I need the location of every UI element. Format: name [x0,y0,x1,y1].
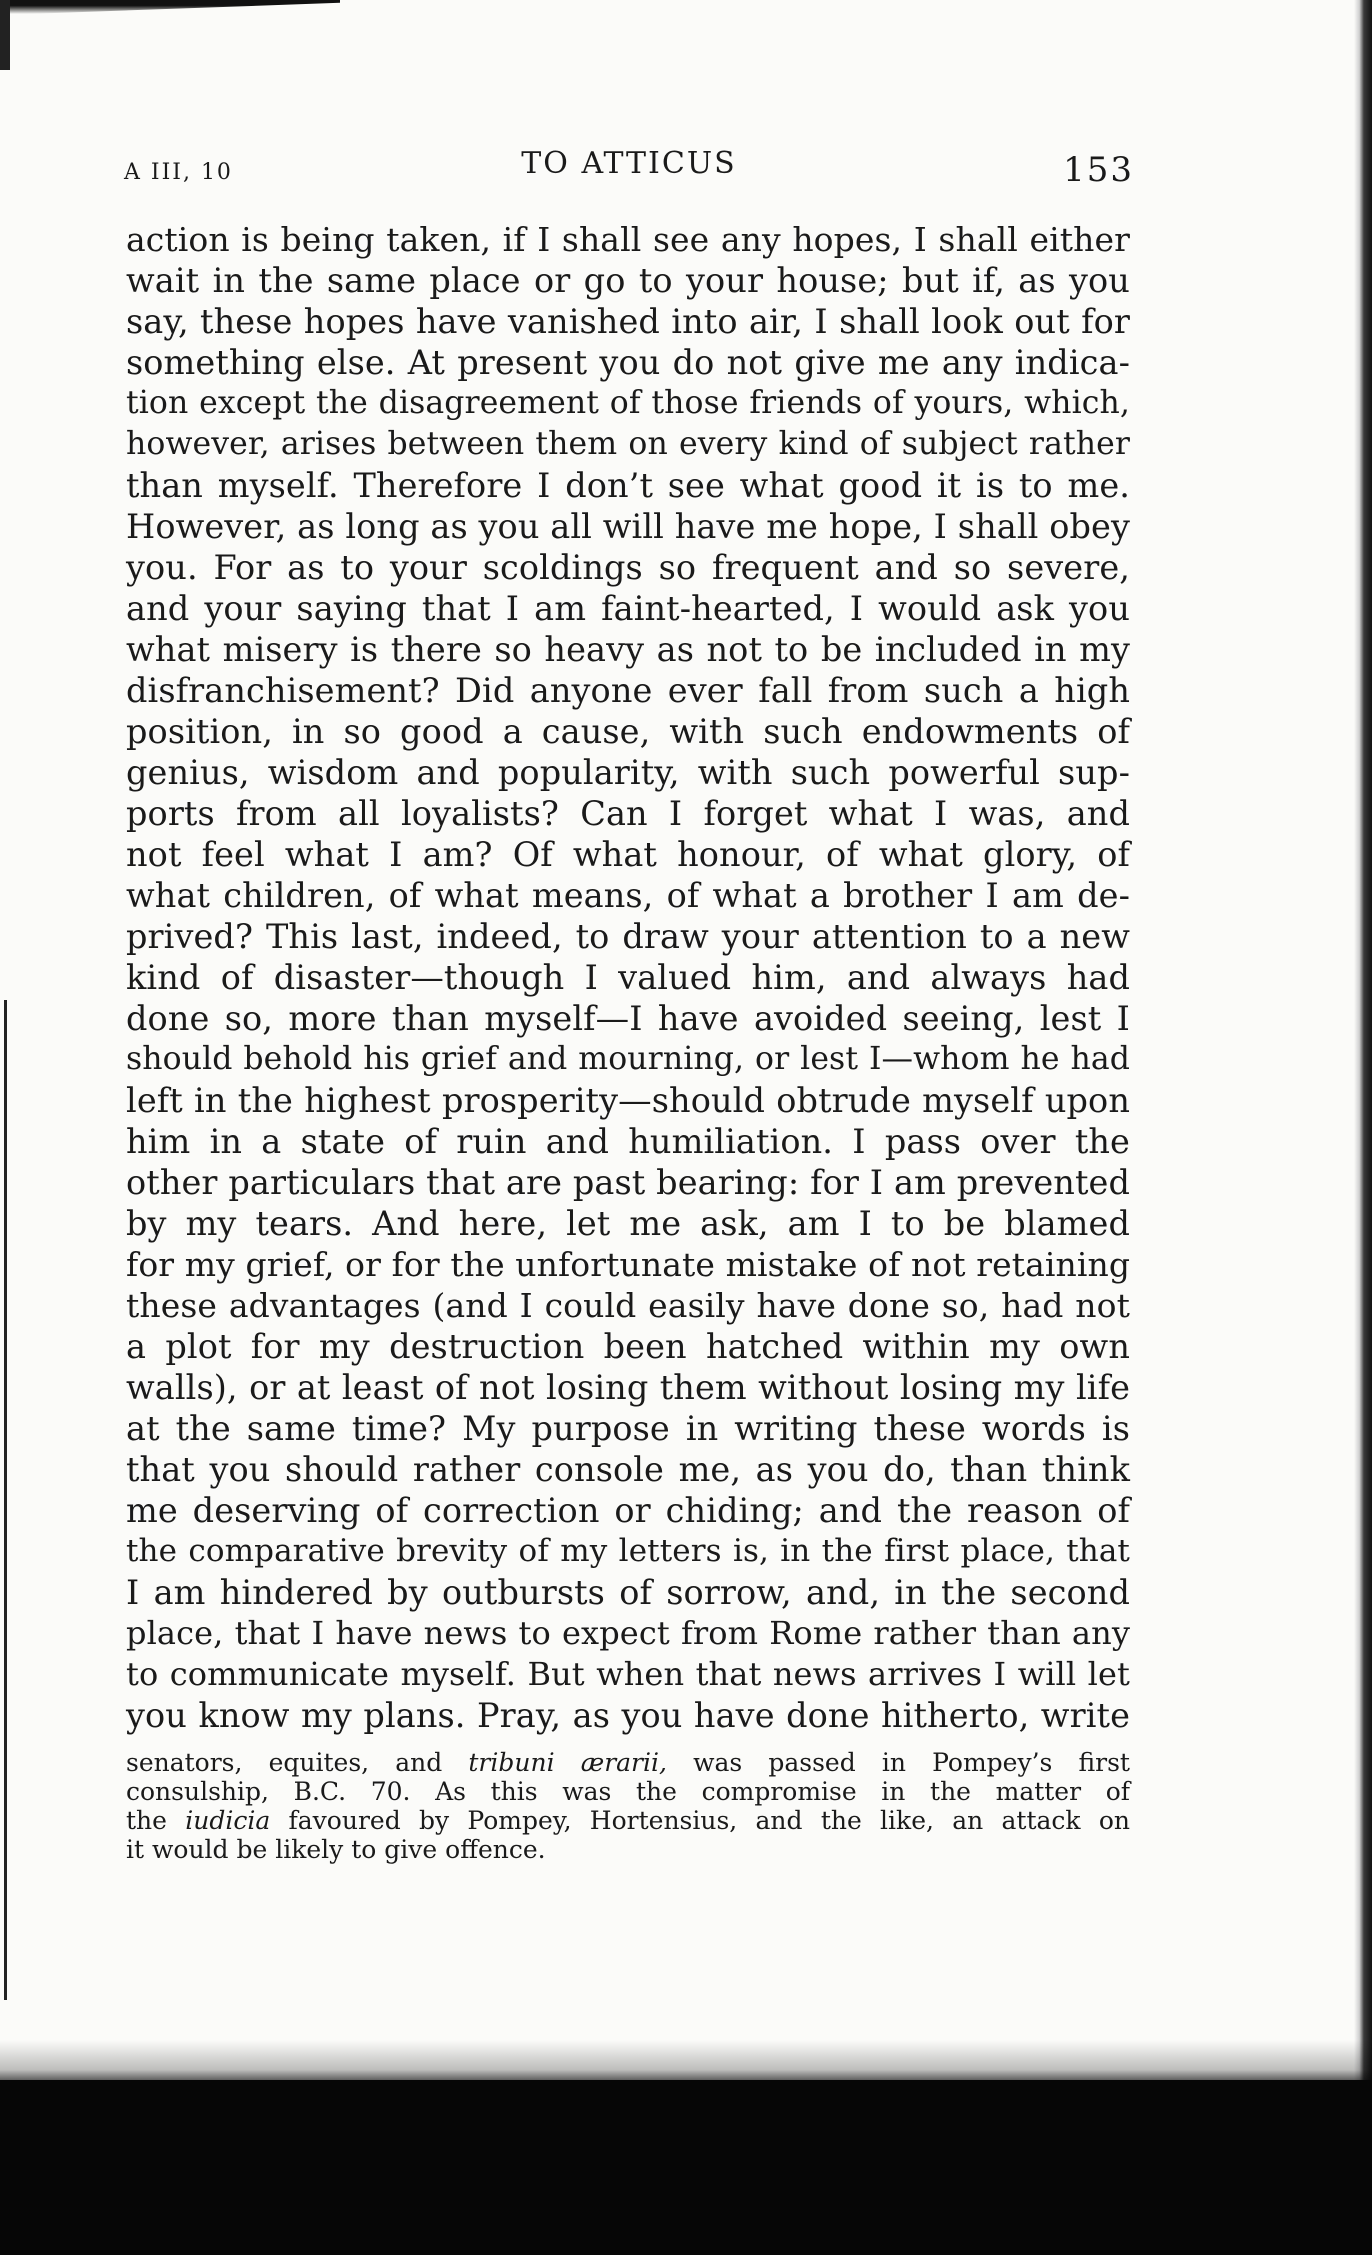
body-line: that you should rather console me, as you do, than think [126,1450,1130,1489]
body-line: However, as long as you all will have me hope, I shall obey [126,507,1130,546]
footnote-line: senators, equites, and tribuni ærarii, was passed in Pompey’s first [126,1748,1130,1777]
body-line: what children, of what means, of what a brother I am de- [126,876,1130,915]
scan-artifact-bottom-band [0,2080,1372,2255]
body-line: walls), or at least of not losing them without losing my life [126,1368,1130,1407]
scan-artifact-corner [0,0,10,70]
body-line: other particulars that are past bearing: for I am prevented [126,1163,1130,1202]
body-line: I am hindered by outbursts of sorrow, and, in the second [126,1573,1130,1612]
section-reference: A III, 10 [124,160,233,185]
body-line: these advantages (and I could easily have done so, had not [126,1286,1130,1325]
running-head [124,146,1134,196]
body-line: say, these hopes have vanished into air, I shall look out for [126,302,1130,341]
scan-artifact-top [0,0,340,14]
body-text [126,219,1130,1736]
body-line: left in the highest prosperity—should obtrude myself upon [126,1081,1130,1120]
body-line: genius, wisdom and popularity, with such powerful sup- [126,753,1130,792]
body-line: kind of disaster—though I valued him, and always had [126,958,1130,997]
footnote [126,1748,1130,1864]
body-line: what misery is there so heavy as not to be included in my [126,630,1130,669]
body-line: action is being taken, if I shall see any hopes, I shall either [126,220,1130,259]
body-line: me deserving of correction or chiding; and the reason of [126,1491,1130,1530]
body-line: however, arises between them on every kind of subject rather [126,426,1130,462]
body-line: something else. At present you do not give me any indica- [126,343,1130,382]
body-line: should behold his grief and mourning, or lest I—whom he had [126,1041,1130,1077]
body-line: prived? This last, indeed, to draw your attention to a new [126,917,1130,956]
body-line: by my tears. And here, let me ask, am I to be blamed [126,1204,1130,1243]
body-line: for my grief, or for the unfortunate mistake of not retaining [126,1245,1131,1284]
body-line: wait in the same place or go to your house; but if, as you [126,261,1130,300]
scan-artifact-right-edge [1354,0,1372,2255]
body-line: position, in so good a cause, with such endowments of [126,712,1130,751]
body-line: a plot for my destruction been hatched within my own [126,1327,1130,1366]
body-line: and your saying that I am faint-hearted, I would ask you [126,589,1130,628]
body-line: the comparative brevity of my letters is, in the first place, that [126,1533,1130,1569]
body-line: to communicate myself. But when that news arrives I will let [126,1655,1130,1693]
body-line: not feel what I am? Of what honour, of what glory, of [126,835,1130,874]
body-line: place, that I have news to expect from Rome rather than any [126,1614,1130,1652]
running-title: TO ATTICUS [521,146,737,181]
body-line: you know my plans. Pray, as you have done hitherto, write [126,1696,1130,1735]
body-line: him in a state of ruin and humiliation. I pass over the [126,1122,1130,1161]
body-line: ports from all loyalists? Can I forget what I was, and [126,794,1130,833]
body-line: you. For as to your scoldings so frequent and so severe, [126,548,1130,587]
footnote-line: consulship, B.C. 70. As this was the compromise in the matter of [126,1777,1130,1806]
page-number: 153 [1063,150,1134,190]
scan-artifact-left-line [4,1000,7,2000]
footnote-line: the iudicia favoured by Pompey, Hortensius, and the like, an attack on [126,1806,1130,1835]
body-line: than myself. Therefore I don’t see what good it is to me. [126,466,1130,505]
body-line: at the same time? My purpose in writing these words is [126,1409,1130,1448]
body-line: done so, more than myself—I have avoided seeing, lest I [126,999,1130,1038]
body-line: disfranchisement? Did anyone ever fall from such a high [126,671,1130,710]
body-line: tion except the disagreement of those friends of yours, which, [126,385,1130,421]
footnote-line: it would be likely to give offence. [126,1835,546,1864]
